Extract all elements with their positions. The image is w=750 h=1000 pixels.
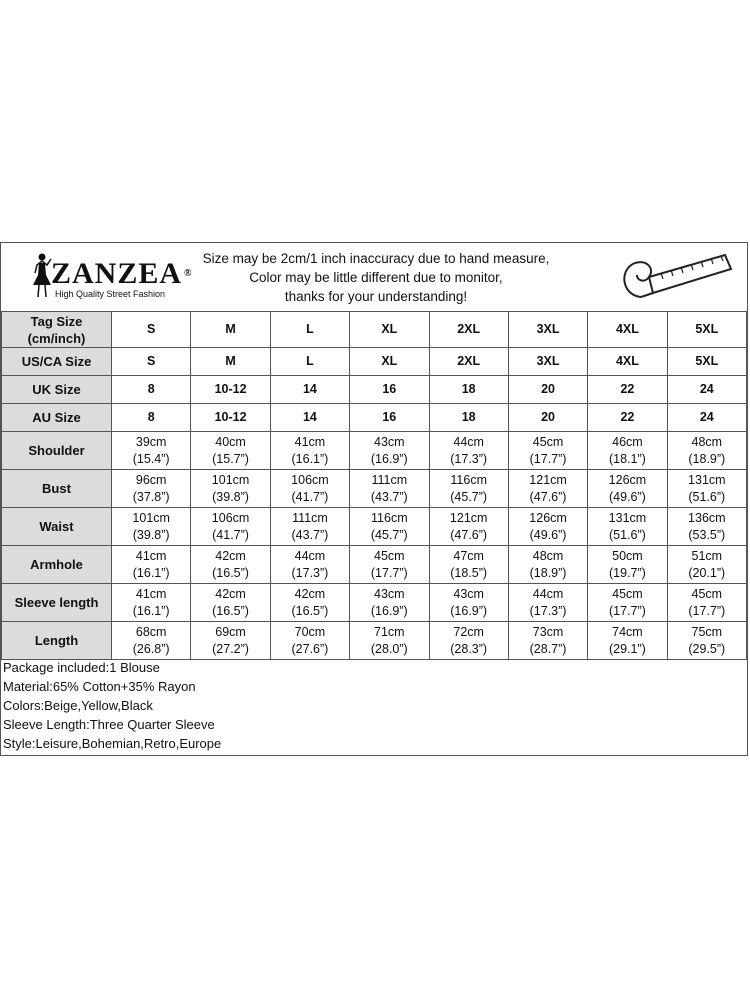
measurement-cell <box>667 508 746 546</box>
measurement-cell <box>588 622 667 660</box>
cm-value: 45cm <box>691 586 723 601</box>
inch-value: (17.3”) <box>529 603 567 618</box>
measurement-cell <box>191 432 270 470</box>
cm-value: 111cm <box>371 472 408 487</box>
row-label: Armhole <box>2 546 112 584</box>
inch-value: (26.8”) <box>132 641 170 656</box>
measurement-cell <box>429 508 508 546</box>
inch-value: (16.9”) <box>370 603 408 618</box>
cm-value: 43cm <box>453 586 484 601</box>
cm-value: 41cm <box>135 586 167 601</box>
size-table <box>1 311 747 660</box>
row-label: UK Size <box>2 376 112 404</box>
size-cell: 4XL <box>588 348 667 376</box>
measurement-cell <box>191 508 270 546</box>
measurement-cell <box>350 508 429 546</box>
inch-value: (16.1”) <box>132 565 170 580</box>
brand-logo <box>29 251 193 303</box>
measurement-cell <box>350 546 429 584</box>
inch-value: (49.6”) <box>529 527 567 542</box>
measurement-cell <box>270 432 349 470</box>
inch-value: (16.9”) <box>450 603 488 618</box>
inch-value: (17.7”) <box>370 565 408 580</box>
inch-value: (16.9”) <box>370 451 408 466</box>
inch-value: (16.1”) <box>132 603 170 618</box>
inch-value: (18.9”) <box>688 451 726 466</box>
cm-value: 39cm <box>135 434 167 449</box>
measurement-cell <box>350 622 429 660</box>
size-cell: 24 <box>667 376 746 404</box>
measurement-cell <box>508 622 587 660</box>
inch-value: (53.5”) <box>688 527 726 542</box>
detail-package: Package included:1 Blouse <box>3 660 160 675</box>
measurement-cell <box>191 470 270 508</box>
product-details <box>1 657 747 753</box>
measurement-cell <box>270 584 349 622</box>
cm-value: 47cm <box>453 548 484 563</box>
cm-value: 41cm <box>135 548 167 563</box>
inch-value: (47.6”) <box>529 489 567 504</box>
brand-tagline: High Quality Street Fashion <box>55 289 166 299</box>
detail-sleeve-length: Sleeve Length:Three Quarter Sleeve <box>3 717 215 732</box>
measurement-cell <box>588 508 667 546</box>
measurement-row <box>2 546 747 584</box>
row-label: Length <box>2 622 112 660</box>
size-cell: L <box>270 348 349 376</box>
inch-value: (39.8”) <box>132 527 170 542</box>
cm-value: 41cm <box>294 434 326 449</box>
cm-value: 101cm <box>132 510 170 525</box>
size-cell: 5XL <box>667 348 746 376</box>
size-row <box>2 404 747 432</box>
measurement-row <box>2 584 747 622</box>
measurement-cell <box>429 546 508 584</box>
row-label: Shoulder <box>2 432 112 470</box>
cm-value: 75cm <box>691 624 723 639</box>
cm-value: 45cm <box>374 548 405 563</box>
inch-value: (51.6”) <box>688 489 726 504</box>
measurement-cell <box>588 470 667 508</box>
detail-style: Style:Leisure,Bohemian,Retro,Europe <box>3 736 222 751</box>
cm-value: 72cm <box>453 624 484 639</box>
notice-text: Size may be 2cm/1 inch inaccuracy due to hand measure, Color may be little different due to monitor, thanks for your understanding! <box>202 251 550 304</box>
size-cell: 14 <box>270 376 349 404</box>
inch-value: (45.7”) <box>370 527 408 542</box>
measurement-cell <box>667 622 746 660</box>
row-label: US/CA Size <box>2 348 112 376</box>
inch-value: (16.1”) <box>291 451 329 466</box>
cm-value: 50cm <box>612 548 643 563</box>
size-cell: 2XL <box>429 312 508 348</box>
measurement-cell <box>508 584 587 622</box>
cm-value: 42cm <box>215 586 246 601</box>
inch-value: (17.7”) <box>688 603 726 618</box>
detail-material: Material:65% Cotton+35% Rayon <box>3 679 196 694</box>
inch-value: (41.7”) <box>291 489 329 504</box>
measurement-cell <box>667 432 746 470</box>
inch-value: (29.1”) <box>609 641 646 656</box>
size-cell: 20 <box>508 404 587 432</box>
inch-value: (28.0”) <box>370 641 408 656</box>
inch-value: (43.7”) <box>370 489 408 504</box>
size-cell: 20 <box>508 376 587 404</box>
measurement-cell <box>112 546 191 584</box>
measurement-cell <box>429 584 508 622</box>
measurement-cell <box>508 508 587 546</box>
size-cell: 2XL <box>429 348 508 376</box>
row-label: Tag Size (cm/inch) <box>2 312 112 348</box>
size-cell: S <box>112 312 191 348</box>
cm-value: 48cm <box>691 434 723 449</box>
measurement-cell <box>112 584 191 622</box>
size-cell: L <box>270 312 349 348</box>
measurement-row <box>2 470 747 508</box>
measurement-cell <box>508 470 587 508</box>
size-cell: 8 <box>112 376 191 404</box>
cm-value: 68cm <box>135 624 167 639</box>
size-cell: 3XL <box>508 348 587 376</box>
size-cell: 14 <box>270 404 349 432</box>
inch-value: (18.1”) <box>609 451 646 466</box>
measurement-cell <box>429 622 508 660</box>
cm-value: 74cm <box>612 624 643 639</box>
inch-value: (43.7”) <box>291 527 329 542</box>
size-chart <box>0 242 748 756</box>
size-cell: 10-12 <box>191 404 270 432</box>
inch-value: (29.5”) <box>688 641 726 656</box>
inch-value: (18.5”) <box>450 565 488 580</box>
cm-value: 131cm <box>608 510 647 525</box>
measurement-cell <box>429 432 508 470</box>
size-cell: M <box>191 312 270 348</box>
cm-value: 106cm <box>291 472 329 487</box>
measurement-cell <box>270 508 349 546</box>
inch-value: (41.7”) <box>212 527 249 542</box>
cm-value: 43cm <box>374 586 405 601</box>
inch-value: (20.1”) <box>688 565 726 580</box>
inch-value: (16.5”) <box>212 565 249 580</box>
cm-value: 126cm <box>529 510 567 525</box>
inch-value: (37.8”) <box>132 489 170 504</box>
measurement-cell <box>667 470 746 508</box>
measurement-cell <box>191 584 270 622</box>
cm-value: 116cm <box>450 472 487 487</box>
size-cell: 5XL <box>667 312 746 348</box>
size-cell: 16 <box>350 376 429 404</box>
cm-value: 40cm <box>215 434 246 449</box>
inch-value: (49.6”) <box>609 489 646 504</box>
size-cell: XL <box>350 348 429 376</box>
size-cell: 18 <box>429 376 508 404</box>
measurement-cell <box>588 584 667 622</box>
size-cell: 16 <box>350 404 429 432</box>
size-row <box>2 312 747 348</box>
cm-value: 45cm <box>532 434 564 449</box>
size-cell: 4XL <box>588 312 667 348</box>
row-label: Sleeve length <box>2 584 112 622</box>
chart-header <box>1 243 747 312</box>
inch-value: (16.5”) <box>212 603 249 618</box>
inch-value: (27.2”) <box>212 641 249 656</box>
inch-value: (17.7”) <box>529 451 567 466</box>
measurement-cell <box>350 584 429 622</box>
cm-value: 43cm <box>374 434 405 449</box>
measurement-cell <box>588 546 667 584</box>
inch-value: (16.5”) <box>291 603 329 618</box>
inch-value: (47.6”) <box>450 527 488 542</box>
inch-value: (17.3”) <box>450 451 488 466</box>
cm-value: 71cm <box>374 624 405 639</box>
cm-value: 73cm <box>532 624 564 639</box>
measurement-cell <box>667 546 746 584</box>
size-cell: 22 <box>588 376 667 404</box>
inch-value: (19.7”) <box>609 565 646 580</box>
cm-value: 106cm <box>211 510 250 525</box>
cm-value: 45cm <box>612 586 643 601</box>
size-cell: 10-12 <box>191 376 270 404</box>
measurement-cell <box>588 432 667 470</box>
cm-value: 111cm <box>292 510 328 525</box>
measurement-cell <box>270 546 349 584</box>
size-cell: S <box>112 348 191 376</box>
inch-value: (39.8”) <box>212 489 249 504</box>
cm-value: 69cm <box>215 624 246 639</box>
inch-value: (17.3”) <box>291 565 329 580</box>
cm-value: 121cm <box>449 510 488 525</box>
cm-value: 126cm <box>608 472 647 487</box>
measurement-cell <box>270 622 349 660</box>
inch-value: (28.7”) <box>529 641 567 656</box>
brand-name: ZANZEA ® <box>51 257 193 290</box>
inch-value: (17.7”) <box>609 603 646 618</box>
inch-value: (15.7”) <box>212 451 249 466</box>
size-cell: M <box>191 348 270 376</box>
measurement-cell <box>112 470 191 508</box>
size-cell: 18 <box>429 404 508 432</box>
cm-value: 101cm <box>211 472 250 487</box>
measurement-cell <box>350 470 429 508</box>
cm-value: 136cm <box>688 510 726 525</box>
measurement-cell <box>429 470 508 508</box>
cm-value: 121cm <box>529 472 567 487</box>
inch-value: (45.7”) <box>450 489 488 504</box>
measurement-row <box>2 432 747 470</box>
measurement-cell <box>667 584 746 622</box>
cm-value: 131cm <box>688 472 726 487</box>
size-row <box>2 376 747 404</box>
measurement-cell <box>112 432 191 470</box>
cm-value: 70cm <box>294 624 326 639</box>
size-cell: 8 <box>112 404 191 432</box>
cm-value: 44cm <box>453 434 484 449</box>
inch-value: (18.9”) <box>529 565 567 580</box>
measuring-tape-icon <box>613 247 733 307</box>
cm-value: 51cm <box>691 548 723 563</box>
cm-value: 44cm <box>532 586 564 601</box>
row-label: AU Size <box>2 404 112 432</box>
size-row <box>2 348 747 376</box>
measurement-cell <box>508 432 587 470</box>
measurement-cell <box>112 508 191 546</box>
measurement-cell <box>191 546 270 584</box>
size-cell: 24 <box>667 404 746 432</box>
cm-value: 42cm <box>215 548 246 563</box>
row-label: Waist <box>2 508 112 546</box>
cm-value: 96cm <box>135 472 167 487</box>
measurement-row <box>2 508 747 546</box>
measurement-row <box>2 622 747 660</box>
size-cell: 22 <box>588 404 667 432</box>
measurement-cell <box>350 432 429 470</box>
inch-value: (15.4”) <box>132 451 170 466</box>
measurement-cell <box>112 622 191 660</box>
measurement-cell <box>191 622 270 660</box>
size-cell: 3XL <box>508 312 587 348</box>
cm-value: 42cm <box>294 586 326 601</box>
cm-value: 48cm <box>532 548 564 563</box>
measurement-cell <box>508 546 587 584</box>
row-label: Bust <box>2 470 112 508</box>
inch-value: (51.6”) <box>609 527 646 542</box>
inch-value: (28.3”) <box>450 641 488 656</box>
cm-value: 116cm <box>371 510 408 525</box>
cm-value: 46cm <box>612 434 643 449</box>
size-cell: XL <box>350 312 429 348</box>
measurement-cell <box>270 470 349 508</box>
inch-value: (27.6”) <box>291 641 329 656</box>
cm-value: 44cm <box>294 548 326 563</box>
detail-colors: Colors:Beige,Yellow,Black <box>3 698 153 713</box>
